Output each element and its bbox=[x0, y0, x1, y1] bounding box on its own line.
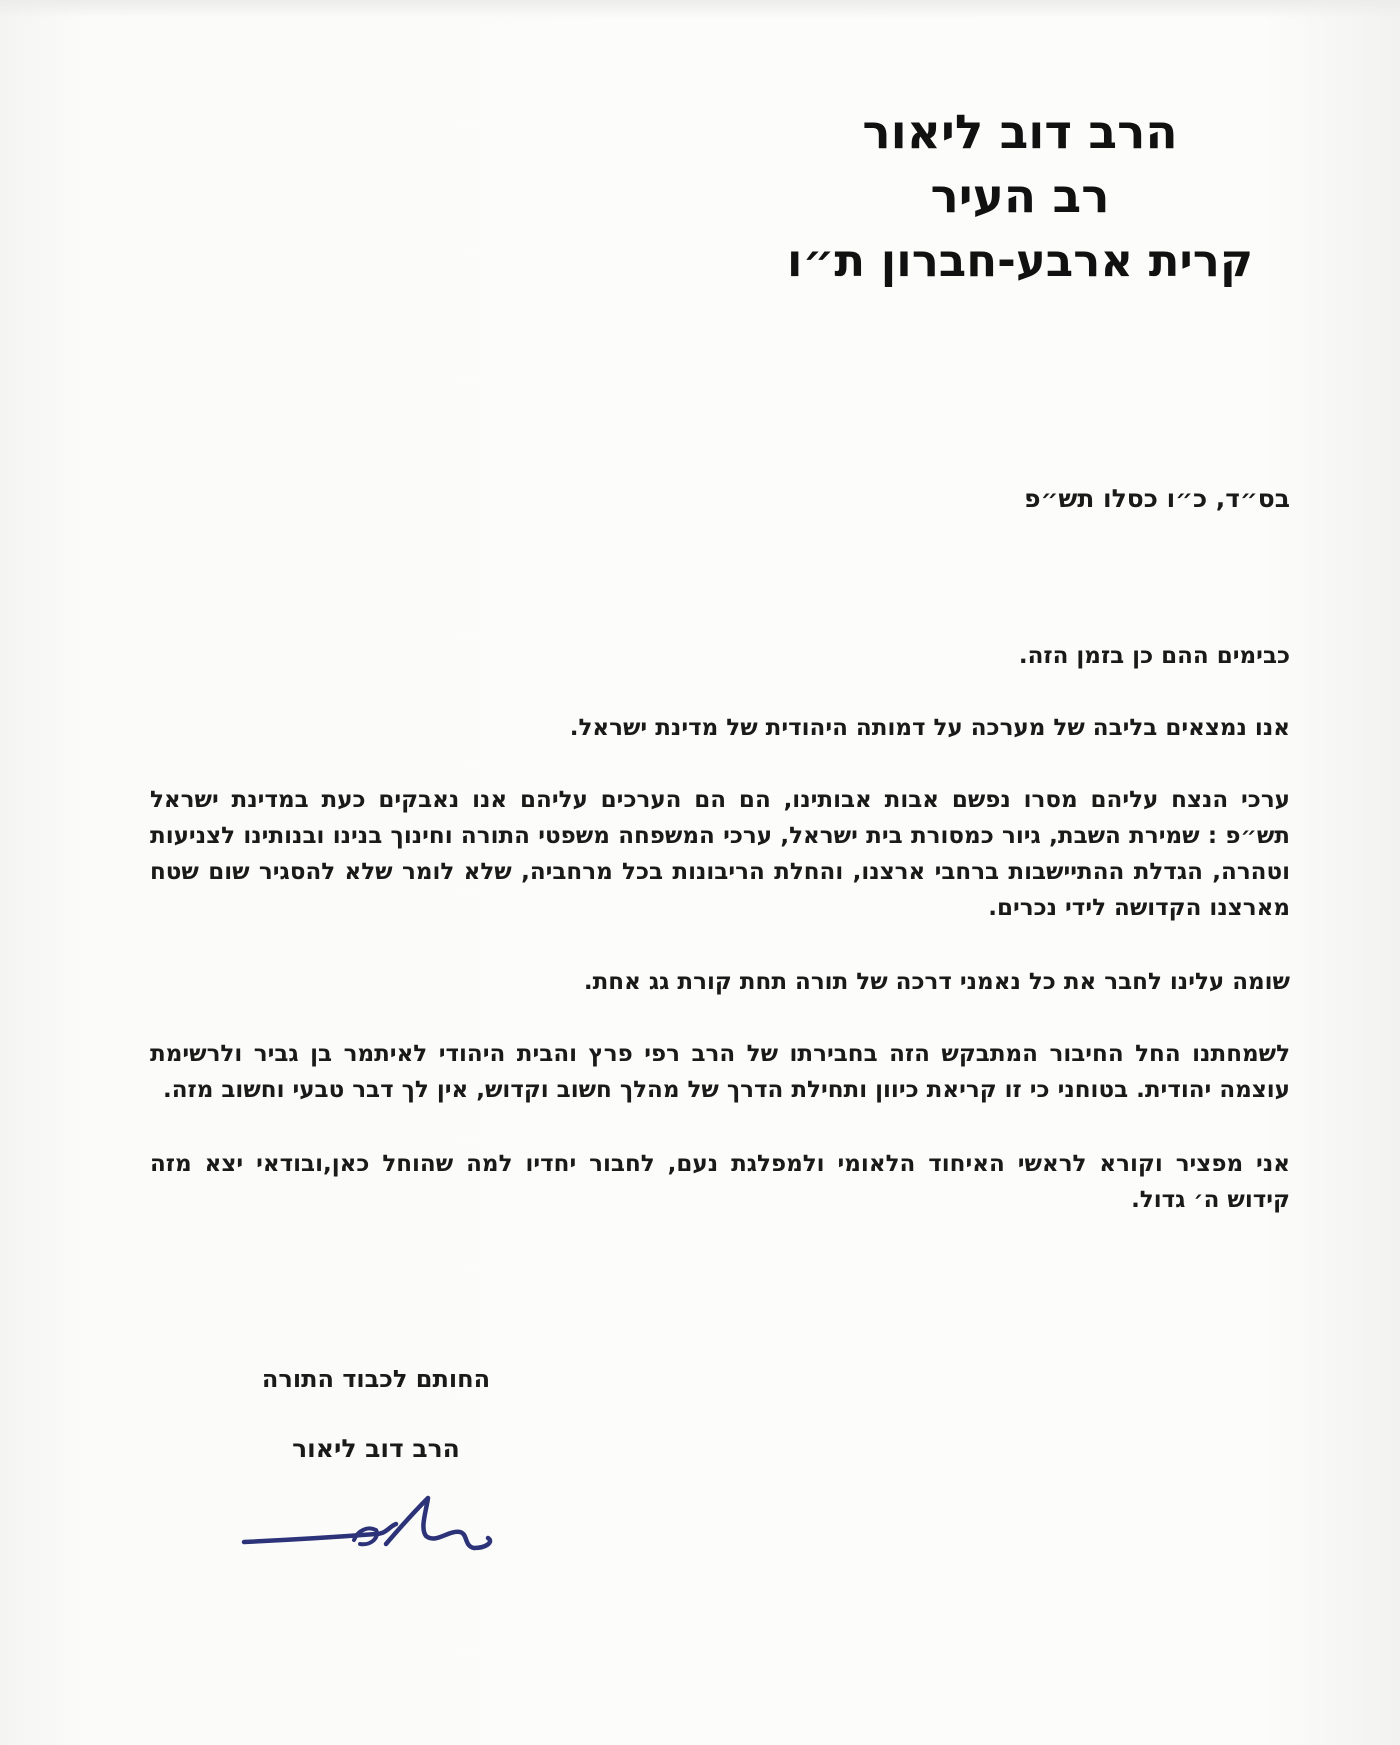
paragraph-appeal: אני מפציר וקורא לראשי האיחוד הלאומי ולמפלגת נעם, לחבור יחדיו למה שהוחל כאן,ובודאי יצא מזה קידוש ה׳ גדול. bbox=[150, 1151, 1290, 1213]
paragraph-values: ערכי הנצח עליהם מסרו נפשם אבות אבותינו, הם הם הערכים עליהם אנו נאבקים כעת במדינת ישראל תש״פ : שמירת השבת, גיור כמסורת בית ישראל, ערכי המשפחה משפטי התורה וחינוך בנינו ובנותינו לצניעות וטהרה, הגדלת ההתיישבות ברחבי ארצנו, והחלת הריבונות בכל מרחביה, שלא לומר שלא להסגיר שום שטח מארצנו הקדושה לידי נכרים. bbox=[150, 787, 1290, 921]
letter-date: בס״ד, כ״ו כסלו תש״פ bbox=[1024, 484, 1290, 513]
page-edge-shadow bbox=[0, 0, 1400, 18]
handwritten-signature bbox=[236, 1490, 516, 1580]
signer-name: הרב דוב ליאור bbox=[292, 1434, 460, 1463]
closing-block bbox=[246, 1362, 506, 1466]
closing-line: החותם לכבוד התורה bbox=[261, 1365, 491, 1393]
letterhead-name: הרב דוב ליאור bbox=[862, 105, 1178, 160]
paragraph-unity: שומה עלינו לחבר את כל נאמני דרכה של תורה תחת קורת גג אחת. bbox=[583, 969, 1290, 995]
letterhead-city: קרית ארבע-חברון ת״ו bbox=[787, 234, 1253, 287]
letterhead bbox=[740, 100, 1300, 294]
letter-body bbox=[150, 638, 1290, 1256]
letterhead-role: רב העיר bbox=[930, 169, 1110, 224]
paragraph-opening: כבימים ההם כן בזמן הזה. bbox=[1018, 643, 1290, 669]
paragraph-struggle: אנו נמצאים בליבה של מערכה על דמותה היהודית של מדינת ישראל. bbox=[569, 715, 1290, 741]
signature-stroke-hook bbox=[386, 1498, 490, 1548]
paragraph-merger: לשמחתנו החל החיבור המתבקש הזה בחבירתו של הרב רפי פרץ והבית היהודי לאיתמר בן גביר ולרשימת עוצמה יהודית. בטוחני כי זו קריאת כיוון ותחילת הדרך של מהלך חשוב וקדוש, אין לך דבר טבעי וחשוב מזה. bbox=[150, 1041, 1290, 1103]
